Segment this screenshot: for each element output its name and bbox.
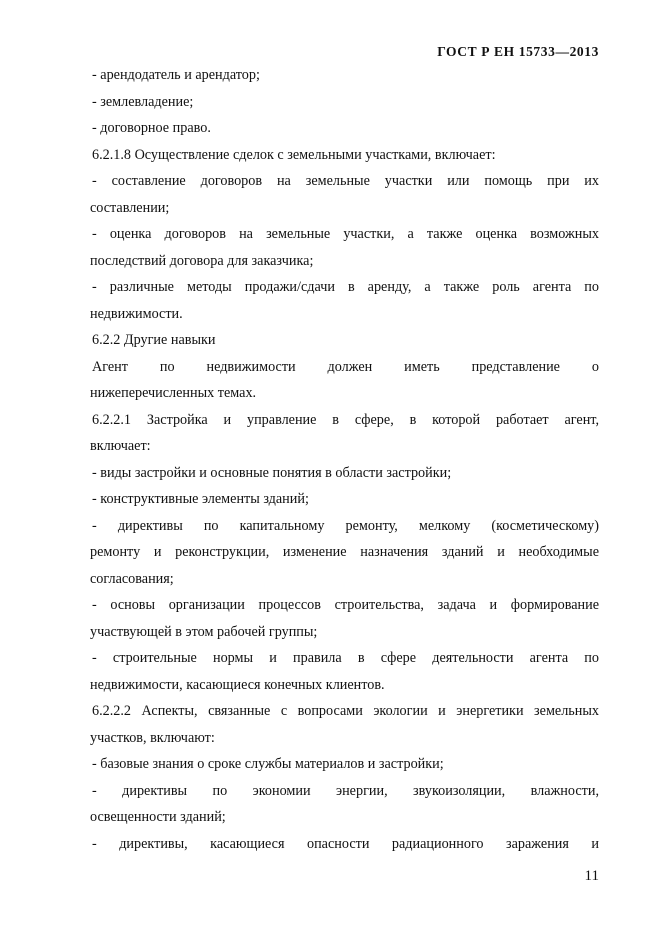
paragraph (92, 221, 599, 274)
paragraph-line-continued: составлении; (90, 199, 170, 216)
paragraph (92, 407, 599, 460)
paragraph-line-continued: нижеперечисленных темах. (90, 385, 257, 401)
paragraph-line-middle: ремонту и реконструкции, изменение назначения зданий и необходимые (90, 544, 599, 560)
paragraph (92, 778, 599, 831)
paragraph (92, 142, 599, 169)
paragraph-line: - базовые знания о сроке службы материалов и застройки; (92, 756, 444, 772)
paragraph-line-first: - различные методы продажи/сдачи в аренду, а также роль агента по (92, 279, 599, 295)
paragraph-line-first: - директивы по экономии энергии, звукоизоляции, влажности, (92, 782, 599, 799)
paragraph-line-first: - строительные нормы и правила в сфере деятельности агента по (92, 650, 599, 666)
paragraph-line: 6.2.2 Другие навыки (92, 332, 216, 348)
paragraph-line-first: 6.2.2.2 Аспекты, связанные с вопросами экологии и энергетики земельных (92, 703, 599, 719)
paragraph-line-continued: согласования; (90, 570, 174, 587)
paragraph (92, 62, 599, 89)
paragraph (92, 831, 599, 858)
paragraph-line: - конструктивные элементы зданий; (92, 491, 309, 507)
paragraph (92, 460, 599, 487)
paragraph-line-first: Агент по недвижимости должен иметь представление о (92, 358, 599, 375)
paragraph-line: 6.2.1.8 Осуществление сделок с земельными участками, включает: (92, 146, 496, 163)
paragraph (92, 698, 599, 751)
paragraph-line-continued: включает: (90, 438, 151, 454)
paragraph (92, 513, 599, 593)
page-number: 11 (584, 868, 599, 884)
paragraph (92, 592, 599, 645)
paragraph-line: - землевладение; (92, 93, 194, 110)
paragraph-line-first: - директивы по капитальному ремонту, мелкому (косметическому) (92, 517, 599, 534)
paragraph-line: - директивы, касающиеся опасности радиационного заражения и (92, 835, 599, 852)
document-header: ГОСТ Р ЕН 15733—2013 (437, 44, 599, 59)
paragraph (92, 354, 599, 407)
paragraph-line-first: - основы организации процессов строительства, задача и формирование (92, 597, 599, 613)
paragraph-line: - виды застройки и основные понятия в области застройки; (92, 464, 452, 481)
paragraph-line-first: - оценка договоров на земельные участки, а также оценка возможных (92, 226, 599, 242)
paragraph-line-continued: недвижимости, касающиеся конечных клиентов. (90, 676, 385, 693)
paragraph-line-continued: участков, включают: (90, 729, 215, 746)
paragraph-line-first: 6.2.2.1 Застройка и управление в сфере, в которой работает агент, (92, 411, 599, 428)
paragraph-line: - арендодатель и арендатор; (92, 67, 260, 83)
paragraph (92, 274, 599, 327)
paragraph (92, 751, 599, 778)
paragraph-line-continued: участвующей в этом рабочей группы; (90, 623, 318, 640)
paragraph (92, 168, 599, 221)
paragraph-line-first: - составление договоров на земельные участки или помощь при их (92, 173, 599, 189)
paragraph-line-continued: последствий договора для заказчика; (90, 252, 314, 269)
paragraph (92, 486, 599, 513)
paragraph (92, 115, 599, 142)
document-body (92, 62, 599, 857)
paragraph-line: - договорное право. (92, 120, 211, 136)
paragraph (92, 645, 599, 698)
paragraph-line-continued: освещенности зданий; (90, 809, 226, 825)
paragraph (92, 327, 599, 354)
paragraph-line-continued: недвижимости. (90, 305, 183, 322)
paragraph (92, 89, 599, 116)
